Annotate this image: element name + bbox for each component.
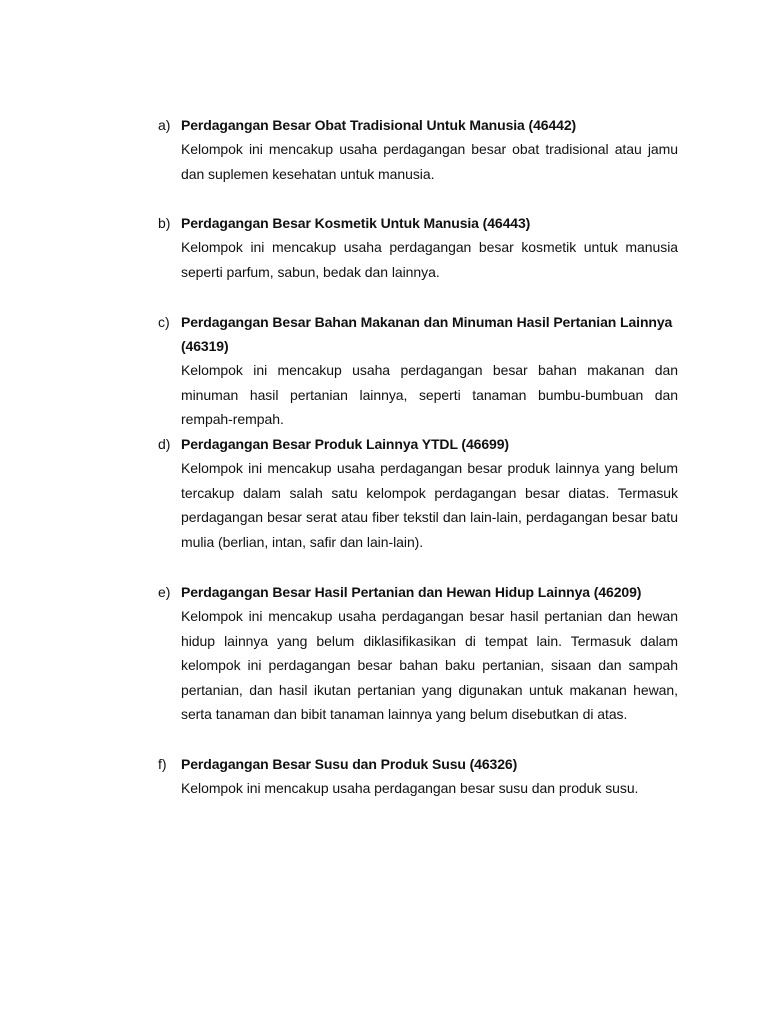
item-marker: b) — [158, 215, 171, 231]
list-item — [158, 580, 678, 727]
item-title: Perdagangan Besar Bahan Makanan dan Minuman Hasil Pertanian Lainnya (46319) — [181, 314, 673, 354]
item-title: Perdagangan Besar Susu dan Produk Susu (46326) — [181, 756, 518, 772]
item-marker: e) — [158, 584, 171, 600]
item-title: Perdagangan Besar Obat Tradisional Untuk Manusia (46442) — [181, 117, 577, 133]
item-body: Kelompok ini mencakup usaha perdagangan besar kosmetik untuk manusia seperti parfum, sabun, bedak dan lainnya. — [181, 239, 678, 280]
item-marker: a) — [158, 117, 171, 133]
list-item — [158, 211, 678, 284]
list-item — [158, 310, 678, 432]
item-marker: f) — [158, 756, 167, 772]
item-marker: d) — [158, 436, 171, 452]
item-body: Kelompok ini mencakup usaha perdagangan besar obat tradisional atau jamu dan suplemen kesehatan untuk manusia. — [181, 141, 678, 182]
list-item — [158, 752, 678, 801]
item-title: Perdagangan Besar Hasil Pertanian dan Hewan Hidup Lainnya (46209) — [181, 584, 642, 600]
list-item — [158, 113, 678, 186]
item-marker: c) — [158, 314, 170, 330]
item-body: Kelompok ini mencakup usaha perdagangan besar susu dan produk susu. — [181, 780, 639, 796]
item-title: Perdagangan Besar Produk Lainnya YTDL (46699) — [181, 436, 509, 452]
item-body: Kelompok ini mencakup usaha perdagangan besar hasil pertanian dan hewan hidup lainnya yang belum diklasifikasikan di tempat lain. Termasuk dalam kelompok ini perdagangan besar bahan baku pertanian, sisaan dan sampah pertanian, dan hasil ikutan pertanian yang digunakan untuk makanan hewan, serta tanaman dan bibit tanaman lainnya yang belum disebutkan di atas. — [181, 608, 678, 722]
item-body: Kelompok ini mencakup usaha perdagangan besar bahan makanan dan minuman hasil pertanian lainnya, seperti tanaman bumbu-bumbuan dan rempah-rempah. — [181, 362, 678, 427]
list-item — [158, 432, 678, 554]
item-body: Kelompok ini mencakup usaha perdagangan besar produk lainnya yang belum tercakup dalam salah satu kelompok perdagangan besar diatas. Termasuk perdagangan besar serat atau fiber tekstil dan lain-lain, perdagangan besar batu mulia (berlian, intan, safir dan lain-lain). — [181, 460, 678, 550]
item-title: Perdagangan Besar Kosmetik Untuk Manusia (46443) — [181, 215, 531, 231]
